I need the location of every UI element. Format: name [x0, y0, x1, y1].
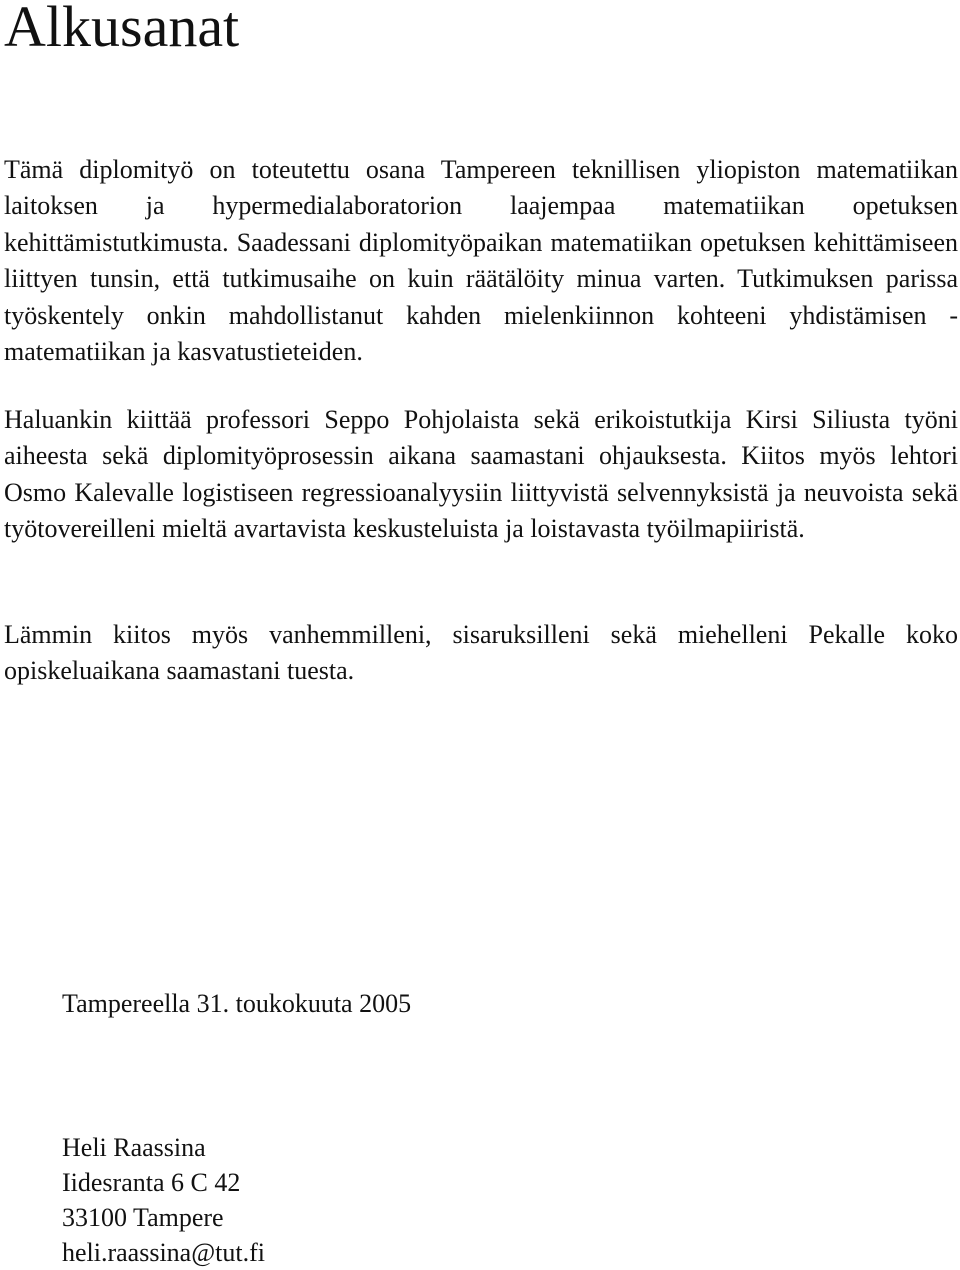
page-title: Alkusanat [4, 0, 240, 59]
signature-place-date: Tampereella 31. toukokuuta 2005 [62, 989, 412, 1018]
signature-street-address: Iidesranta 6 C 42 [62, 1168, 241, 1197]
paragraph-intro: Tämä diplomityö on toteutettu osana Tampereen teknillisen yliopiston matematiikan laitoksen ja hypermedialaboratorion laajempaa matematiikan opetuksen kehittämistutkimusta. Saadessani diplomityöpaikan matematiikan opetuksen kehittämiseen liittyen tunsin, että tutkimusaihe on kuin räätälöity minua varten. Tutkimuksen parissa työskentely onkin mahdollistanut kahden mielenkiinnon kohteeni yhdistämisen - matematiikan ja kasvatustieteiden. [4, 155, 958, 367]
paragraph-family-thanks: Lämmin kiitos myös vanhemmilleni, sisaruksilleni sekä miehelleni Pekalle koko opiskeluaikana saamastani tuesta. [4, 620, 958, 686]
signature-email: heli.raassina@tut.fi [62, 1238, 265, 1267]
signature-place-date-block [62, 986, 411, 1021]
paragraph-acknowledgements: Haluankin kiittää professori Seppo Pohjolaista sekä erikoistutkija Kirsi Siliusta työni aiheesta sekä diplomityöprosessin aikana saamastani ohjauksesta. Kiitos myös lehtori Osmo Kalevalle logistiseen regressioanalyysiin liittyvistä selvennyksistä ja neuvoista sekä työtovereilleni mieltä avartavista keskusteluista ja loistavasta työilmapiiristä. [4, 405, 958, 544]
signature-city: 33100 Tampere [62, 1203, 224, 1232]
signature-name: Heli Raassina [62, 1133, 206, 1162]
signature-contact-block [62, 1130, 265, 1270]
